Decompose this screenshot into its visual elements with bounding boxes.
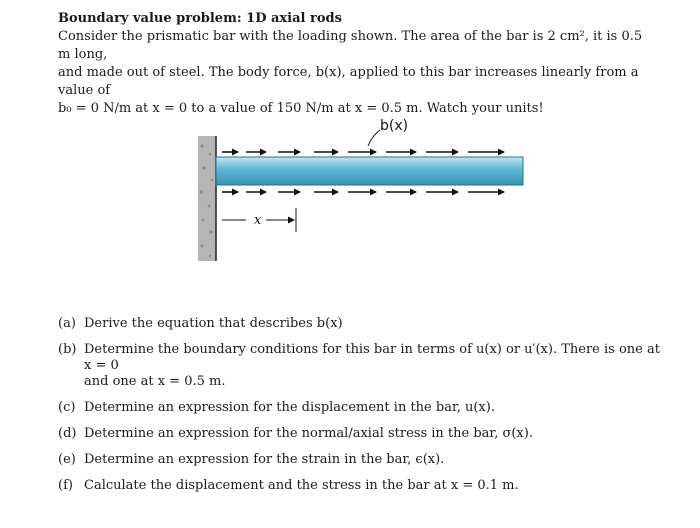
question-label: (f)	[58, 478, 73, 493]
problem-line-2: and made out of steel. The body force, b(x), applied to this bar increases linearly from a value of	[58, 65, 639, 98]
question-text: Derive the equation that describes b(x)	[84, 316, 343, 331]
problem-statement	[58, 10, 658, 118]
load-label: b(x)	[380, 118, 409, 134]
question-d	[58, 426, 668, 442]
question-text: Determine the boundary conditions for this bar in terms of u(x) or u′(x). There is one at x = 0 and one at x = 0.5 m.	[84, 342, 660, 389]
question-list	[58, 316, 668, 504]
bar-loading-figure	[190, 110, 540, 270]
question-f	[58, 478, 668, 494]
question-c	[58, 400, 668, 416]
question-text: Determine an expression for the strain in the bar, ϵ(x).	[84, 452, 445, 467]
fixed-wall	[198, 136, 216, 261]
question-label: (b)	[58, 342, 77, 357]
question-b	[58, 342, 668, 390]
question-a	[58, 316, 668, 332]
question-text: Determine an expression for the normal/axial stress in the bar, σ(x).	[84, 426, 533, 441]
question-label: (c)	[58, 400, 76, 415]
problem-line-3: b₀ = 0 N/m at x = 0 to a value of 150 N/m at x = 0.5 m. Watch your units!	[58, 101, 544, 116]
prismatic-bar	[216, 157, 523, 185]
bar-diagram	[190, 110, 540, 270]
question-e	[58, 452, 668, 468]
problem-line-1: Consider the prismatic bar with the loading shown. The area of the bar is 2 cm², it is 0.5 m long,	[58, 29, 643, 62]
question-label: (a)	[58, 316, 76, 331]
question-text: Calculate the displacement and the stress in the bar at x = 0.1 m.	[84, 478, 519, 493]
question-label: (d)	[58, 426, 77, 441]
x-label: x	[254, 213, 262, 228]
problem-title: Boundary value problem: 1D axial rods	[58, 11, 342, 26]
question-text: Determine an expression for the displacement in the bar, u(x).	[84, 400, 495, 415]
question-label: (e)	[58, 452, 76, 467]
load-label-leader	[368, 130, 380, 146]
